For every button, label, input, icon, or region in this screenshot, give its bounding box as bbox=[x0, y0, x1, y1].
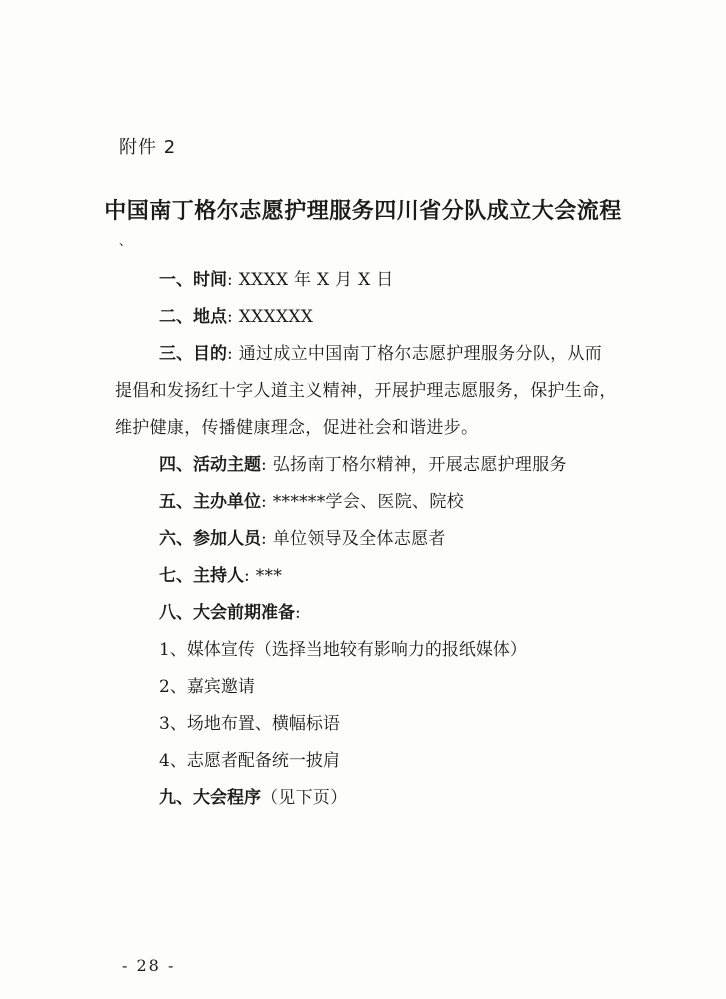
section-moderator-label: 七、主持人 bbox=[159, 566, 244, 586]
section-prep bbox=[115, 595, 675, 632]
section-time bbox=[115, 262, 675, 299]
section-place-label: 二、地点 bbox=[159, 307, 227, 327]
section-host bbox=[115, 484, 675, 521]
section-program-label: 九、大会程序 bbox=[159, 788, 261, 808]
section-place bbox=[115, 299, 675, 336]
section-theme-value: : 弘扬南丁格尔精神，开展志愿护理服务 bbox=[261, 455, 567, 475]
section-prep-label: 八、大会前期准备 bbox=[159, 603, 295, 623]
section-program bbox=[115, 780, 675, 817]
page-number: - 28 - bbox=[122, 956, 176, 975]
prep-item: 3、场地布置、横幅标语 bbox=[159, 714, 340, 734]
section-theme bbox=[115, 447, 675, 484]
prep-item: 4、志愿者配备统一披肩 bbox=[159, 751, 340, 771]
section-host-value: : ******学会、医院、院校 bbox=[261, 492, 464, 512]
section-moderator-value: : *** bbox=[244, 566, 283, 586]
document-body bbox=[115, 262, 675, 817]
section-prep-colon: : bbox=[295, 603, 302, 623]
section-program-value: （见下页） bbox=[261, 788, 348, 808]
document-title: 中国南丁格尔志愿护理服务四川省分队成立大会流程 bbox=[104, 199, 622, 224]
section-host-label: 五、主办单位 bbox=[159, 492, 261, 512]
section-place-value: : XXXXXX bbox=[227, 307, 314, 327]
section-participants bbox=[115, 521, 675, 558]
section-purpose-line2: 提倡和发扬红十字人道主义精神，开展护理志愿服务，保护生命， bbox=[115, 381, 617, 401]
section-time-value: : XXXX 年 X 月 X 日 bbox=[227, 270, 394, 290]
section-purpose-label: 三、目的 bbox=[159, 344, 227, 364]
section-time-label: 一、时间 bbox=[159, 270, 227, 290]
section-purpose bbox=[115, 336, 670, 447]
annex-label: 附件 2 bbox=[119, 137, 177, 158]
prep-item: 2、嘉宾邀请 bbox=[159, 677, 255, 697]
section-moderator bbox=[115, 558, 675, 595]
section-purpose-line1: : 通过成立中国南丁格尔志愿护理服务分队，从而 bbox=[227, 344, 603, 364]
section-purpose-line3: 维护健康，传播健康理念，促进社会和谐进步。 bbox=[115, 418, 479, 438]
section-participants-value: : 单位领导及全体志愿者 bbox=[261, 529, 446, 549]
section-theme-label: 四、活动主题 bbox=[159, 455, 261, 475]
stray-mark: 、 bbox=[119, 234, 132, 248]
prep-item: 1、媒体宣传（选择当地较有影响力的报纸媒体） bbox=[159, 640, 527, 660]
section-participants-label: 六、参加人员 bbox=[159, 529, 261, 549]
